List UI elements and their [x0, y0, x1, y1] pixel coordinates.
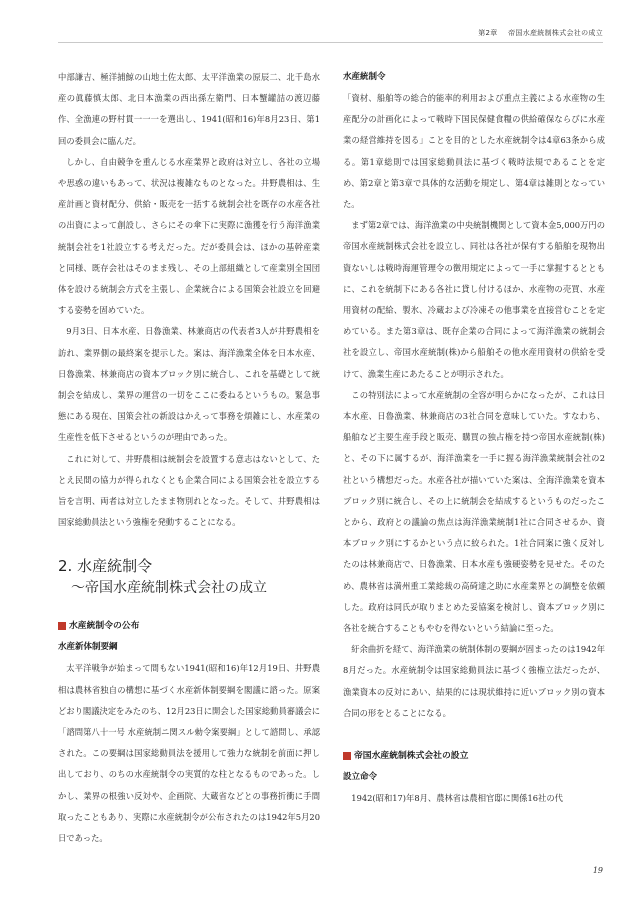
paragraph: 紆余曲折を経て、海洋漁業の統制体制の要綱が固まったのは1942年8月だった。水産統制令は国家総動員法に基づく強権立法だったが、漁業資本の反対にあい、結果的には現状維持に近いブロック別の資本合同の形をとることになる。: [343, 644, 605, 718]
paragraph: 太平洋戦争が始まって間もない1941(昭和16)年12月19日、井野農相は農林省独自の構想に基づく水産新体制要綱を閣議に諮った。原案どおり閣議決定をみたのち、12月23日に開会した国家総動員審議会に「諮問第八十一号 水産統制ニ関スル勅令案要綱」として諮問し、承認された。この要綱は国家総動員法を援用して強力な統制を前面に押し出しており、のちの水産統制令の実質的な柱となるものであった。しかし、業界の根強い反対や、企画院、大蔵省などとの事務折衝に手間取ったこともあり、実際に水産統制令が公布されたのは1942年5月20日であった。: [58, 663, 320, 844]
left-column: [58, 67, 320, 849]
section-title-sub: ～帝国水産統制株式会社の成立: [71, 580, 267, 597]
red-square-icon: [58, 622, 66, 630]
section-heading-text: 水産統制令の公布: [69, 621, 140, 632]
red-square-icon: [343, 752, 351, 760]
paragraph: これに対して、井野農相は統制会を設置する意志はないとして、たとえ民間の協力が得られなくとも企業合同による国策会社を設立する旨を言明、両者は対立したまま物別れとなった。そして、井野農相は国家総動員法という強権を発動することになる。: [58, 453, 320, 528]
subheading: 水産新体制要綱: [58, 642, 118, 653]
section-title-main: 2. 水産統制令: [58, 557, 153, 576]
chapter-label: 第2章: [478, 29, 498, 37]
paragraph: 中部謙吉、極洋捕鯨の山地土佐太郎、太平洋漁業の原辰二、北千島水産の眞藤慎太郎、北日本漁業の西出孫左衛門、日本蟹罐詰の渡辺藤作、全漁連の野村貫一一一を選出し、1941(昭和16)年8月23日、第1回の委員会に臨んだ。: [58, 72, 320, 146]
section-heading: [343, 745, 605, 767]
section-heading: [58, 615, 320, 637]
section-title: [58, 555, 320, 599]
running-header: [478, 28, 603, 38]
paragraph: 9月3日、日本水産、日魯漁業、林兼商店の代表者3人が井野農相を訪れ、業界側の最終案を提示した。案は、海洋漁業全体を日本水産、日魯漁業、林兼商店の資本ブロック別に統合し、これを基礎として統制会を結成し、業界の運営の一切をここに委ねるというもの。緊急事態にある現在、国策会社の新設はかえって事務を煩雑にし、水産業の生産性を低下させるというのが理由であった。: [58, 326, 320, 443]
paragraph: まず第2章では、海洋漁業の中央統制機関として資本金5,000万円の帝国水産統制株式会社を設立し、同社は各社が保有する船舶を現物出資ないしは戦時海運管理令の徴用規定によって一手に掌握するとともに、これを統制下にある各社に貸し付けるほか、水産物の売買、水産用資材の配給、製氷、冷蔵および冷凍その他事業を直接営むことを定めている。また第3章は、既存企業の合同によって海洋漁業の統制会社を設立し、帝国水産統制(株)から船舶その他水産用資材の供給を受けて、漁業生産にあたることが明示された。: [343, 220, 605, 379]
chapter-title-header: 帝国水産統制株式会社の成立: [508, 29, 603, 37]
page-number: 19: [592, 866, 603, 875]
section-heading-text: 帝国水産統制株式会社の設立: [354, 751, 469, 762]
subheading: 水産統制令: [343, 72, 386, 82]
paragraph: しかし、自由競争を重んじる水産業界と政府は対立し、各社の立場や思惑の違いもあって、状況は複雑なものとなった。井野農相は、生産計画と資材配分、供給・販売を一括する統制会社を既存の水産各社の出資によって創設し、さらにその傘下に実際に漁獲を行う海洋漁業統制会社を1社設立する考えだった。だが委員会は、ほかの基幹産業と同様、既存会社はそのまま残し、その上部組織として産業別全国団体を設ける統制会方式を主張し、企業統合による国策会社設立を回避する姿勢を固めていた。: [58, 156, 320, 316]
paragraph: 1942(昭和17)年8月、農林省は農相官邸に関係16社の代: [351, 793, 563, 804]
right-column: [343, 67, 605, 809]
paragraph: この特別法によって水産統制の全容が明らかになったが、これは日本水産、日魯漁業、林兼商店の3社合同を意味していた。すなわち、船舶など主要生産手段と販売、購買の独占権を持つ帝国水産統制(株)と、その下に属するが、海洋漁業を一手に握る海洋漁業統制会社の2社という構想だった。水産各社が描いていた案は、全海洋漁業を資本ブロック別に統合し、その上に統制会を結成するというものだったことから、政府との議論の焦点は海洋漁業統制1社に合同させるか、資本ブロック別にするかという点に絞られた。1社合同案に強く反対したのは林兼商店で、日魯漁業、日本水産も強硬姿勢を見せた。そのため、農林省は満州重工業総裁の高碕達之助に水産業界との調整を依頼した。政府は同氏が取りまとめた妥協案を検討し、資本ブロック別に各社を統合することもやむを得ないという結論に至った。: [343, 389, 605, 634]
subheading: 設立命令: [343, 772, 378, 783]
spacer: [343, 724, 605, 745]
paragraph: 「資材、船舶等の総合的能率的利用および重点主義による水産物の生産配分の計画化によって戦時下国民保健食糧の供給確保ならびに水産業の経営維持を図る」ことを目的とした水産統制令は4章63条から成る。第1章総則では国家総動員法に基づく戦時法規であることを定め、第2章と第3章で具体的な活動を規定し、第4章は雑則となっていた。: [343, 93, 605, 210]
header-rule: [58, 42, 603, 43]
